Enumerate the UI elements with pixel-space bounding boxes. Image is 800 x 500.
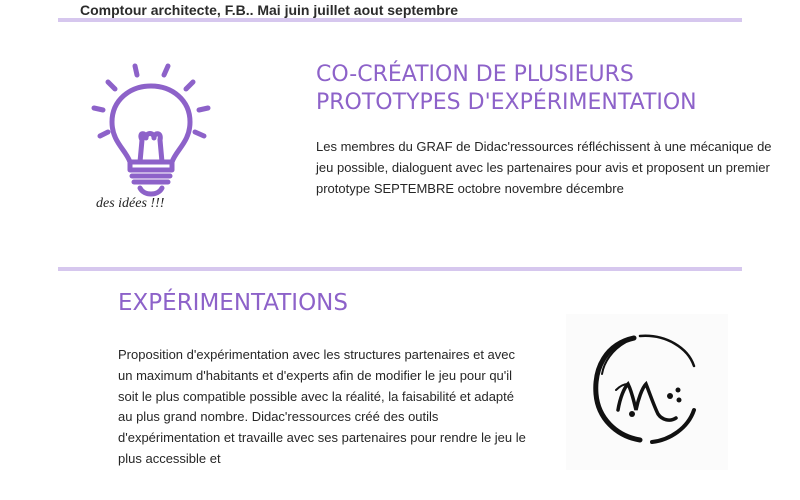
m-circle-logo-icon: [566, 314, 728, 470]
section-body-experimentations: Proposition d'expérimentation avec les structures partenaires et avec un maximum d'habitants et d'experts afin de modifier le jeu pour qu'il soit le plus compatible possible avec la réalité, la faisabilité et adapté au plus grand nombre. Didac'ressources créé des outils d'expérimentation et travaille avec ses partenaires pour rendre le jeu le plus accessible et: [118, 347, 526, 466]
divider-middle: [58, 267, 742, 271]
section-title-line-2: PROTOTYPES D'EXPÉRIMENTATION: [316, 89, 697, 115]
section-title-line-1: CO-CRÉATION DE PLUSIEURS: [316, 62, 634, 87]
divider-top: [58, 18, 742, 22]
lightbulb-icon: [86, 58, 216, 218]
header-note: Comptour architecte, F.B.. Mai juin juillet aout septembre: [80, 2, 459, 18]
section-title-experimentations: EXPÉRIMENTATIONS: [118, 290, 348, 316]
illustration-caption: des idées !!!: [96, 196, 165, 211]
section-body-cocreation: Les membres du GRAF de Didac'ressources réfléchissent à une mécanique de jeu possible, dialoguent avec les partenaires pour avis et proposent un premier prototype SEPTEMBRE octobre novembre décembre: [316, 139, 772, 196]
section-title-cocreation: [316, 61, 776, 116]
